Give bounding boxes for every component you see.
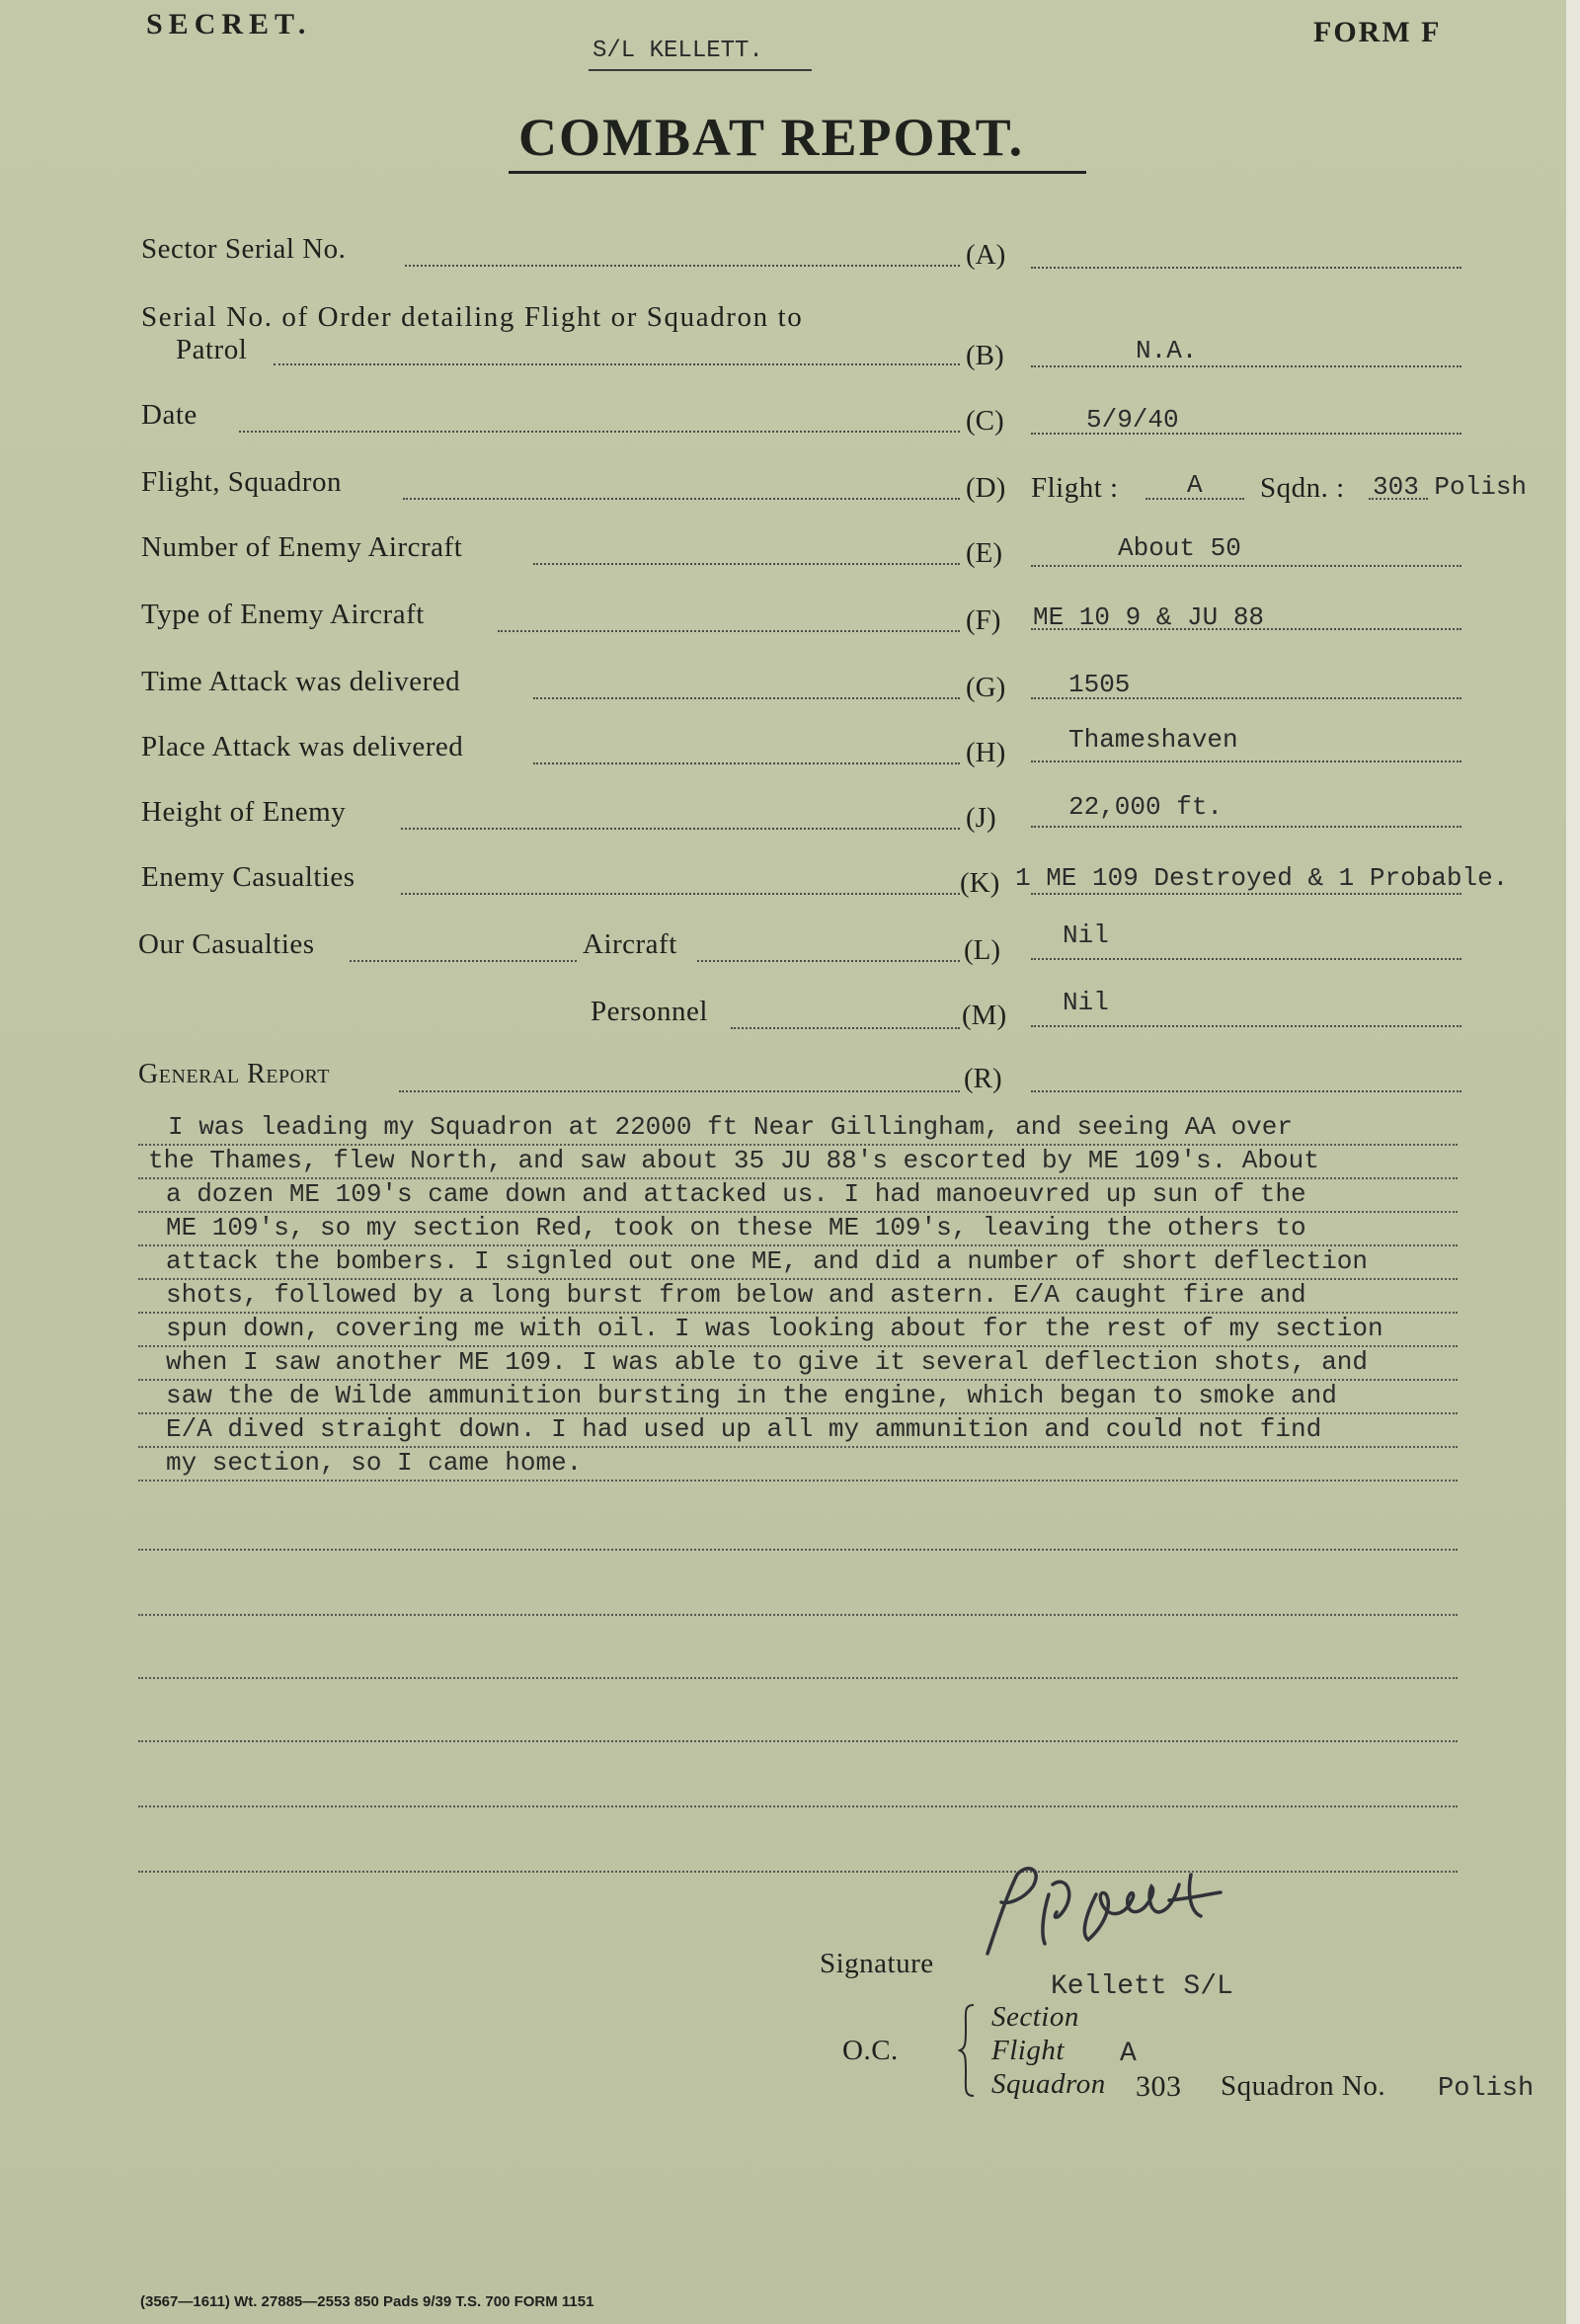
field-letter-k: (K) [960,867,1000,899]
field-label-a: Sector Serial No. [141,233,347,265]
handwritten-signature [958,1855,1274,1973]
report-rule [138,1549,1458,1551]
report-rule [138,1677,1458,1679]
section-label: Section [991,2001,1079,2033]
dotted-line [403,498,960,500]
field-label-h: Place Attack was delivered [141,731,464,762]
squadron-no-label: Squadron No. [1221,2070,1386,2102]
sqdn-value: 303 Polish [1373,472,1528,502]
dotted-line [239,431,960,433]
field-label-l: Our Casualties [138,928,315,960]
report-rule [138,1211,1458,1213]
field-letter-d: (D) [966,472,1006,504]
pilot-name-underline [589,69,812,71]
dotted-line [533,762,960,764]
report-rule [138,1614,1458,1616]
report-rule [138,1345,1458,1347]
value-line-b [1031,365,1462,367]
squadron-no-value: Polish [1438,2074,1535,2104]
field-label-c: Date [141,399,198,431]
squadron-value-sig: 303 [1136,2070,1182,2103]
value-line-j [1031,826,1462,828]
field-value-f: ME 10 9 & JU 88 [1033,602,1265,632]
oc-label: O.C. [842,2035,899,2066]
squadron-label-sig: Squadron [991,2068,1106,2100]
field-letter-h: (H) [966,737,1006,768]
dotted-line [401,893,960,895]
report-rule [138,1144,1458,1146]
flight-label-sig: Flight [991,2035,1065,2066]
report-line: a dozen ME 109's came down and attacked us. I had manoeuvred up sun of the [166,1179,1306,1209]
report-line: when I saw another ME 109. I was able to give it several deflection shots, and [166,1347,1368,1377]
sqdn-label: Sqdn. : [1260,472,1345,504]
field-label-e: Number of Enemy Aircraft [141,531,463,563]
field-value-h: Thameshaven [1068,725,1238,755]
report-line: saw the de Wilde ammunition bursting in the engine, which began to smoke and [166,1381,1337,1410]
field-letter-f: (F) [966,604,1001,636]
field-letter-m: (M) [962,1000,1007,1031]
signature-label: Signature [820,1948,934,1979]
flight-label: Flight : [1031,472,1119,504]
title-underline [509,171,1086,174]
general-report-label: General Report [138,1059,330,1089]
value-line-r [1031,1090,1462,1092]
field-value-m: Nil [1063,988,1109,1017]
field-letter-c: (C) [966,405,1004,437]
dotted-line [533,697,960,699]
flight-value-sig: A [1120,2039,1137,2069]
report-rule [138,1412,1458,1414]
field-value-e: About 50 [1118,533,1241,563]
field-label-d: Flight, Squadron [141,466,342,498]
value-line-a [1031,267,1462,269]
value-line-e [1031,565,1462,567]
field-sublabel-m: Personnel [591,996,708,1027]
field-value-g: 1505 [1068,670,1131,699]
report-line: spun down, covering me with oil. I was looking about for the rest of my section [166,1314,1383,1343]
report-line: ME 109's, so my section Red, took on these ME 109's, leaving the others to [166,1213,1306,1242]
field-label-g: Time Attack was delivered [141,666,461,697]
field-label-j: Height of Enemy [141,796,347,828]
value-line-m [1031,1025,1462,1027]
report-rule [138,1312,1458,1314]
report-rule [138,1177,1458,1179]
report-rule [138,1379,1458,1381]
dotted-line [498,630,960,632]
report-rule [138,1446,1458,1448]
field-letter-r: (R) [964,1063,1002,1094]
field-sublabel-l: Aircraft [583,928,677,960]
value-line-l [1031,958,1462,960]
dotted-line [401,828,960,830]
field-letter-b: (B) [966,340,1004,371]
paper-edge [1566,0,1580,2324]
field-letter-l: (L) [964,934,1001,966]
report-line: my section, so I came home. [166,1448,583,1478]
field-label-b1: Serial No. of Order detailing Flight or Squadron to [141,301,804,333]
print-footer: (3567—1611) Wt. 27885—2553 850 Pads 9/39 T.S. 700 FORM 1151 [140,2293,594,2310]
dotted-line [533,563,960,565]
field-value-b: N.A. [1136,336,1198,365]
field-letter-j: (J) [966,802,996,834]
value-line-h [1031,761,1462,762]
pilot-name-heading: S/L KELLETT. [592,38,763,64]
value-line-k [1031,893,1462,895]
form-id: FORM F [1313,16,1442,48]
field-letter-a: (A) [966,239,1006,271]
secret-marking: SECRET. [146,8,312,40]
field-value-l: Nil [1063,921,1109,950]
page-title: COMBAT REPORT. [518,108,1025,167]
field-label-b2: Patrol [176,334,248,365]
dotted-line [350,960,577,962]
field-letter-e: (E) [966,537,1003,569]
typed-signature: Kellett S/L [1051,1971,1233,2002]
field-value-c: 5/9/40 [1086,405,1179,435]
field-value-k: 1 ME 109 Destroyed & 1 Probable. [1015,863,1509,893]
report-line: the Thames, flew North, and saw about 35 JU 88's escorted by ME 109's. About [148,1146,1319,1175]
report-rule [138,1278,1458,1280]
dotted-line [731,1027,960,1029]
flight-value: A [1187,470,1203,500]
report-rule [138,1244,1458,1246]
report-line: shots, followed by a long burst from below and astern. E/A caught fire and [166,1280,1306,1310]
field-letter-g: (G) [966,672,1006,703]
dotted-line [399,1090,960,1092]
report-rule [138,1480,1458,1482]
report-line: I was leading my Squadron at 22000 ft Near Gillingham, and seeing AA over [168,1112,1293,1142]
dotted-line [405,265,960,267]
dotted-line [274,363,960,365]
report-rule [138,1740,1458,1742]
field-label-k: Enemy Casualties [141,861,356,893]
field-value-j: 22,000 ft. [1068,792,1224,822]
report-rule [138,1805,1458,1807]
report-line: attack the bombers. I signled out one ME, and did a number of short deflection [166,1246,1368,1276]
field-label-f: Type of Enemy Aircraft [141,599,425,630]
brace-icon [958,2003,978,2098]
report-line: E/A dived straight down. I had used up all my ammunition and could not find [166,1414,1322,1444]
dotted-line [697,960,960,962]
